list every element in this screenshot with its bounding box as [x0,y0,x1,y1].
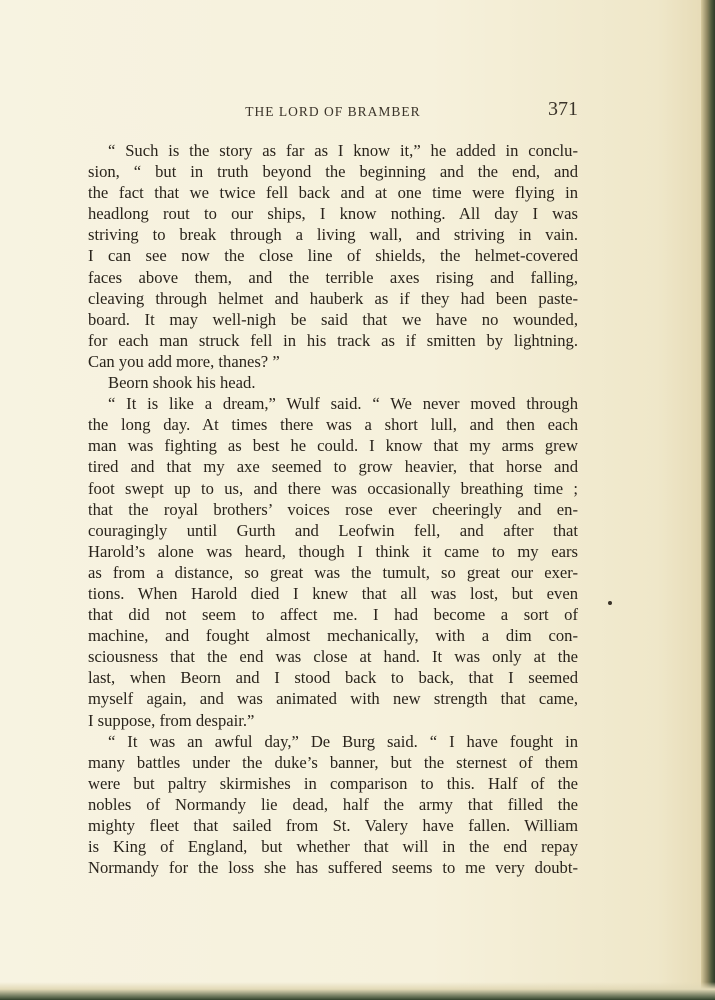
text-line: that did not seem to affect me. I had become a sort of [88,605,578,625]
text-line: last, when Beorn and I stood back to back, that I seemed [88,668,578,688]
text-line: “ Such is the story as far as I know it,” he added in conclu- [108,141,578,160]
text-line: many battles under the duke’s banner, but the sternest of them [88,752,578,772]
text-line: is King of England, but whether that will in the end repay [88,837,578,857]
text-line: cleaving through helmet and hauberk as if they had been paste- [88,288,578,308]
text-line: foot swept up to us, and there was occasionally breathing time ; [88,478,578,498]
text-line: for each man struck fell in his track as if smitten by lightning. [88,330,578,350]
text-line: man was fighting as best he could. I know that my arms grew [88,436,578,456]
text-line: board. It may well-nigh be said that we have no wounded, [88,309,578,329]
running-head: THE LORD OF BRAMBER [245,104,421,119]
text-line: couragingly until Gurth and Leofwin fell, and after that [88,520,578,540]
text-line: sion, “ but in truth beyond the beginning and the end, and [88,162,578,182]
text-line: headlong rout to our ships, I know nothing. All day I was [88,204,578,224]
book-spine-edge [701,0,715,1000]
text-line: tired and that my axe seemed to grow heavier, that horse and [88,457,578,477]
page-bottom-edge [0,982,715,1000]
text-line: I can see now the close line of shields, the helmet-covered [88,246,578,266]
text-line: the long day. At times there was a short lull, and then each [88,415,578,435]
page-header [88,100,578,126]
text-line: myself again, and was animated with new strength that came, [88,689,578,709]
text-line: “ It is like a dream,” Wulf said. “ We never moved through [108,394,578,414]
text-line: tions. When Harold died I knew that all was lost, but even [88,583,578,603]
text-line: that the royal brothers’ voices rose ever cheeringly and en- [88,499,578,519]
text-line: machine, and fought almost mechanically, with a dim con- [88,626,578,646]
text-line: mighty fleet that sailed from St. Valery have fallen. William [88,816,578,835]
text-line: sciousness that the end was close at hand. It was only at the [88,647,578,667]
text-line: Beorn shook his head. [108,373,256,393]
text-line: striving to break through a living wall, and striving in vain. [88,225,578,245]
text-line: nobles of Normandy lie dead, half the army that filled the [88,794,578,814]
page-number: 371 [548,98,578,120]
text-line: Harold’s alone was heard, though I think it came to my ears [88,541,578,561]
text-line: were but paltry skirmishes in comparison to this. Half of the [88,773,578,793]
margin-speck [608,601,612,605]
text-line: as from a distance, so great was the tumult, so great our exer- [88,562,578,582]
text-line: Can you add more, thanes? ” [88,351,280,371]
body-text [88,140,578,878]
text-line: I suppose, from despair.” [88,710,255,730]
text-line: the fact that we twice fell back and at one time were flying in [88,183,578,203]
text-line: “ It was an awful day,” De Burg said. “ I have fought in [108,731,578,751]
text-line: faces above them, and the terrible axes rising and falling, [88,267,578,287]
text-line: Normandy for the loss she has suffered seems to me very doubt- [88,858,578,878]
